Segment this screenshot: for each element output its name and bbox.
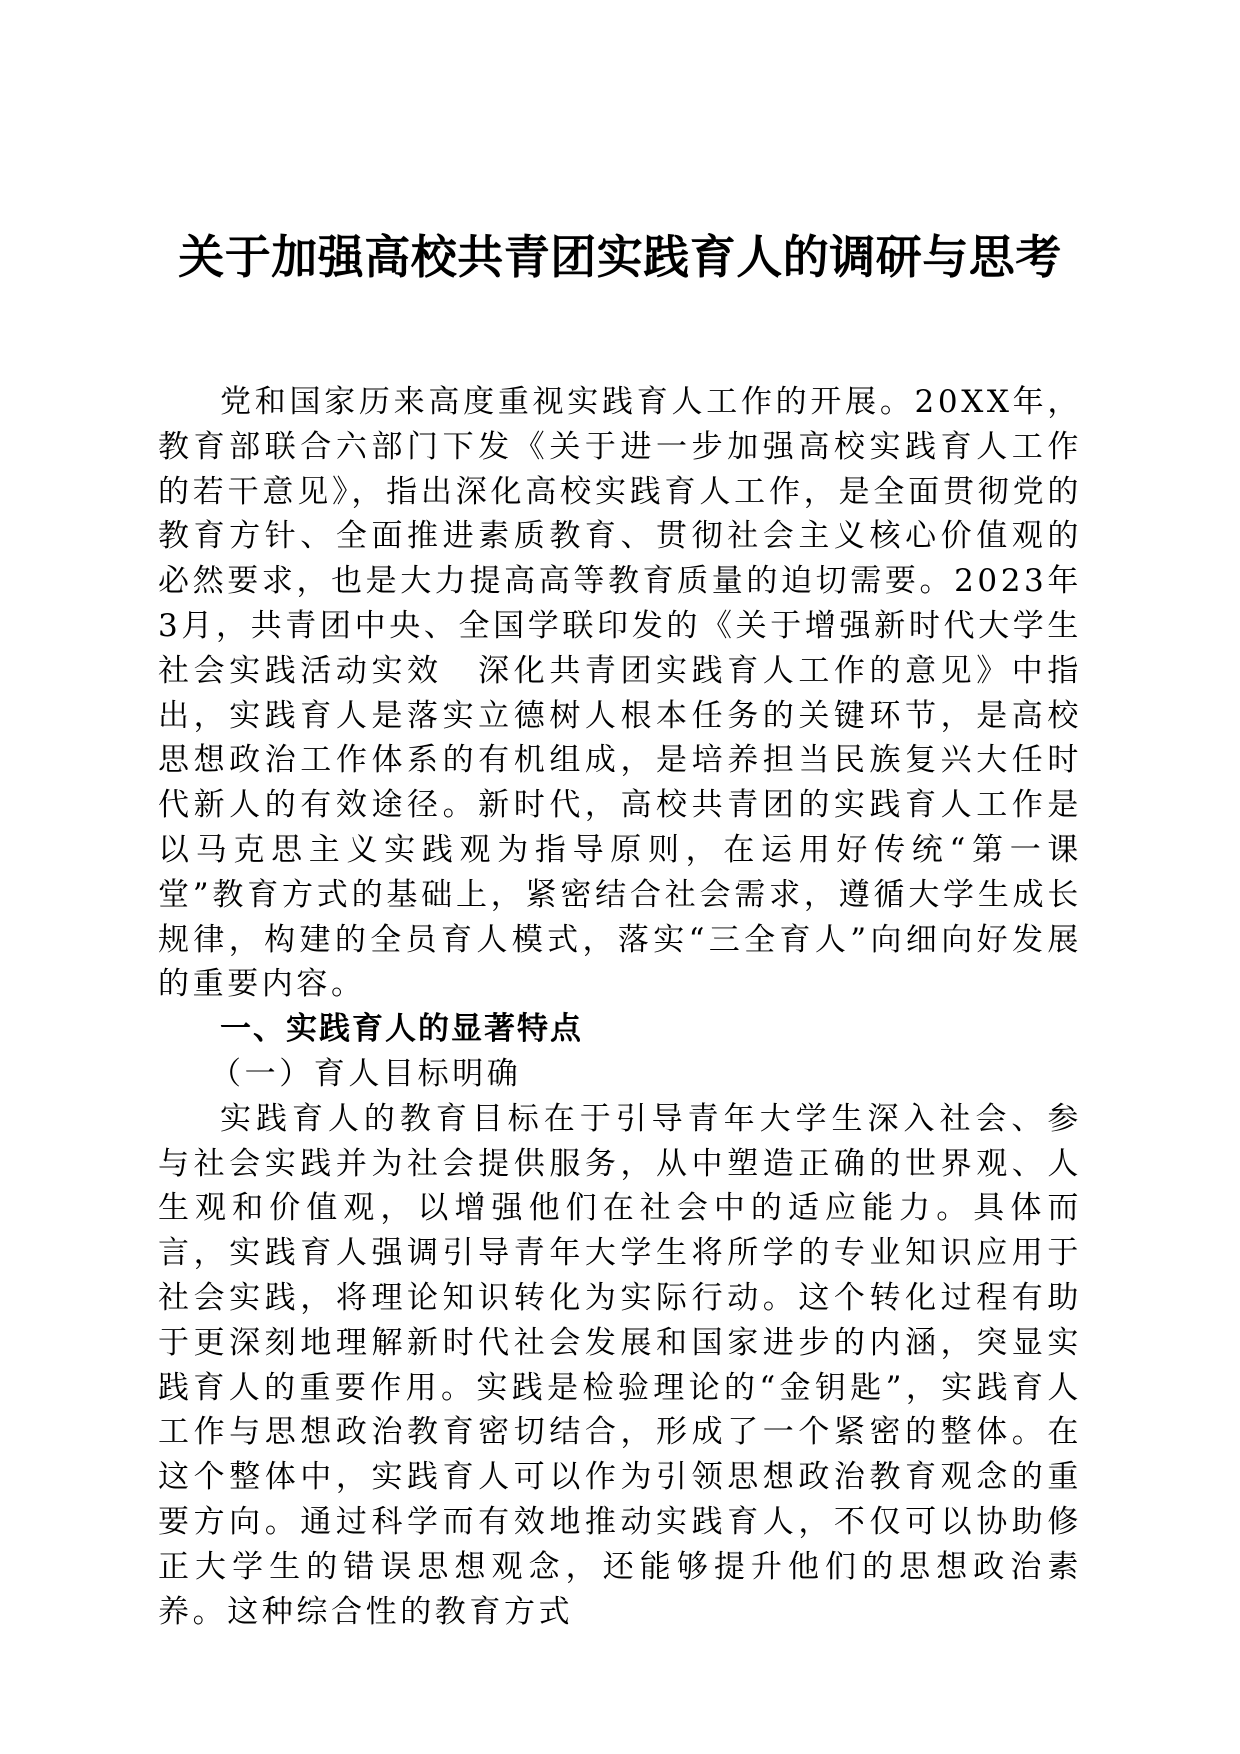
subsection-heading: （一）育人目标明确 bbox=[210, 1055, 522, 1092]
document-title: 关于加强高校共青团实践育人的调研与思考 bbox=[178, 230, 1062, 284]
intro-paragraph: 党和国家历来高度重视实践育人工作的开展。20XX年，教育部联合六部门下发《关于进一步加强高校实践育人工作的若干意见》，指出深化高校实践育人工作，是全面贯彻党的教育方针、全面推进素质教育、贯彻社会主义核心价值观的必然要求，也是大力提高高等教育质量的迫切需要。2023年3月，共青团中央、全国学联印发的《关于增强新时代大学生社会实践活动实效 深化共青团实践育人工作的意见》中指出，实践育人是落实立德树人根本任务的关键环节，是高校思想政治工作体系的有机组成，是培养担当民族复兴大任时代新人的有效途径。新时代，高校共青团的实践育人工作是以马克思主义实践观为指导原则，在运用好传统“第一课堂”教育方式的基础上，紧密结合社会需求，遵循大学生成长规律，构建的全员育人模式，落实“三全育人”向细向好发展的重要内容。 bbox=[158, 384, 1082, 1003]
subsection-paragraph: 实践育人的教育目标在于引导青年大学生深入社会、参与社会实践并为社会提供服务，从中塑造正确的世界观、人生观和价值观，以增强他们在社会中的适应能力。具体而言，实践育人强调引导青年大学生将所学的专业知识应用于社会实践，将理论知识转化为实际行动。这个转化过程有助于更深刻地理解新时代社会发展和国家进步的内涵，突显实践育人的重要作用。实践是检验理论的“金钥匙”，实践育人工作与思想政治教育密切结合，形成了一个紧密的整体。在这个整体中，实践育人可以作为引领思想政治教育观念的重要方向。通过科学而有效地推动实践育人，不仅可以协助修正大学生的错误思想观念，还能够提升他们的思想政治素养。这种综合性的教育方式 bbox=[158, 1100, 1082, 1630]
document-body bbox=[158, 380, 1082, 1634]
section-heading: 一、实践育人的显著特点 bbox=[220, 1011, 583, 1048]
